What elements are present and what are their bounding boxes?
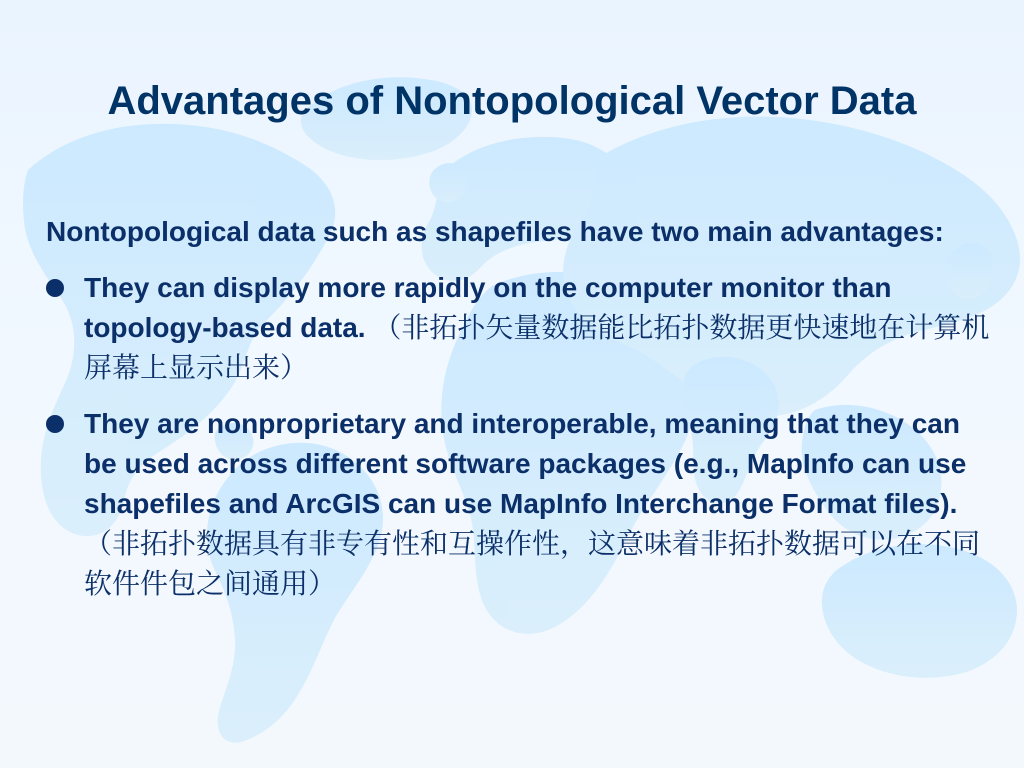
bullet-2-chinese: （非拓扑数据具有非专有性和互操作性，这意味着非拓扑数据可以在不同软件件包之间通用） <box>84 528 981 599</box>
bullet-item-2 <box>46 404 996 604</box>
bullet-1-english: They can display more rapidly on the computer monitor than topology-based data. <box>84 272 892 343</box>
bullet-dot-icon <box>46 279 64 297</box>
intro-text: Nontopological data such as shapefiles have two main advantages: <box>46 216 944 247</box>
content-area <box>46 212 996 620</box>
bullet-1-chinese: （非拓扑矢量数据能比拓扑数据更快速地在计算机屏幕上显示出来） <box>84 312 990 383</box>
bullet-2-english: They are nonproprietary and interoperable, meaning that they can be used across different software packages (e.g., MapInfo can use shapefiles and ArcGIS can use MapInfo Interchange Format files). <box>84 408 967 519</box>
bullet-dot-icon <box>46 415 64 433</box>
bullet-item-1 <box>46 268 996 388</box>
slide-title: Advantages of Nontopological Vector Data <box>107 79 917 123</box>
